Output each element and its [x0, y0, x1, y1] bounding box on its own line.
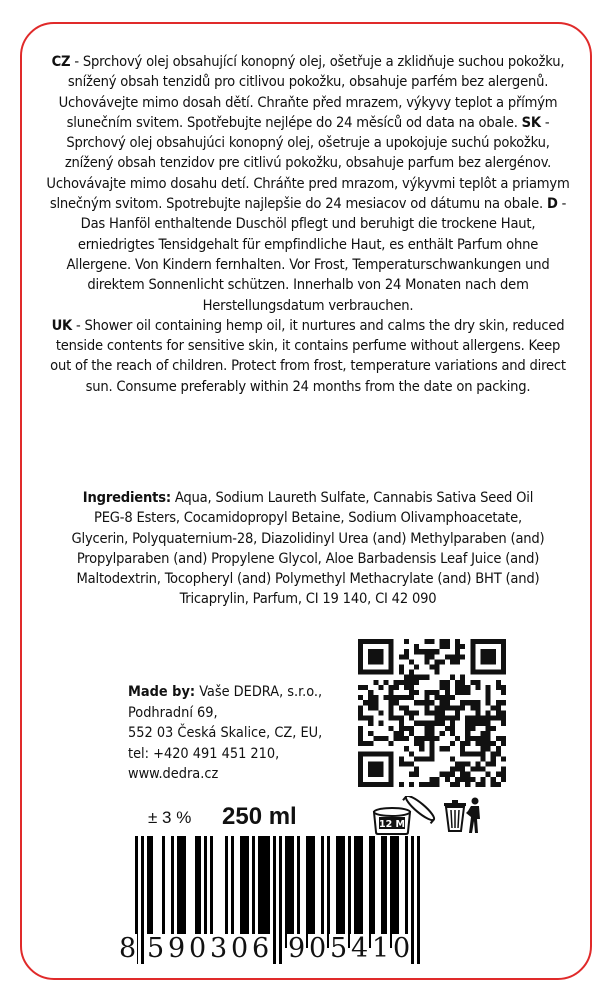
- lang-tag-sk: SK: [521, 113, 541, 131]
- barcode-digit: 3: [210, 933, 228, 964]
- barcode-bar: [171, 836, 174, 948]
- barcode-digit: 4: [351, 933, 369, 964]
- barcode-bar: [147, 836, 150, 948]
- barcode-bar: [267, 836, 270, 948]
- manufacturer-heading: Made by:: [128, 684, 196, 700]
- barcode-digit: 5: [330, 933, 348, 964]
- manufacturer-city: 552 03 Česká Skalice, CZ, EU,: [128, 725, 323, 741]
- manufacturer-name: Vaše DEDRA, s.r.o.,: [195, 684, 323, 700]
- barcode-bar: [210, 836, 213, 948]
- description-d: - Das Hanföl enthaltende Duschöl pflegt und beruhigt die trockene Haut, erniedrigtes Tensidgehalt für empfindliche Haut, es enthält Parfum ohne Allergene. Von Kindern fernhalten. Vor Frost, Temperaturschwankungen und direktem Sonnenlicht schützen. Innerhalb von 24 Monaten nach dem Herstellungsdatum verbrauchen.: [66, 195, 567, 314]
- barcode-bar: [261, 836, 264, 948]
- barcode-bar: [390, 836, 393, 948]
- barcode-bar: [357, 836, 360, 948]
- barcode-bar: [243, 836, 246, 948]
- description-cz: - Sprchový olej obsahující konopný olej, ošetřuje a zklidňuje suchou pokožku, snížený obsah tenzidů pro citlivou pokožku, obsahuje parfém bez alergenů. Uchovávejte mimo dosah dětí. Chraňte před mrazem, výkyvy teplot a přímým slunečním svitem. Spotřebujte nejlépe do 24 měsíců od data na obale.: [58, 53, 565, 131]
- barcode-digit: 5: [147, 933, 165, 964]
- barcode-bar: [288, 836, 291, 948]
- manufacturer-phone: tel: +420 491 451 210,: [128, 745, 280, 762]
- barcode-bar: [285, 836, 288, 948]
- ingredients: [70, 488, 546, 610]
- product-description: [44, 52, 572, 397]
- barcode-bar: [306, 836, 309, 948]
- barcode-bar: [327, 836, 330, 948]
- description-sk: - Sprchový olej obsahujúci konopný olej, ošetruje a upokojuje suchú pokožku, znížený obsah tenzidov pre citlivú pokožku, obsahuje parfum bez alergénov. Uchovávajte mimo dosahu detí. Chráňte pred mrazom, výkyvmi teplôt a priamym slnečným svitom. Spotrebujte najlepšie do 24 mesiacov od dátumu na obale.: [46, 113, 570, 213]
- manufacturer-block: [128, 682, 358, 785]
- pao-label: 12 M: [379, 819, 405, 830]
- barcode-digit: 0: [189, 933, 207, 964]
- barcode-bar: [396, 836, 399, 948]
- recycle-bin-icon: [442, 795, 486, 835]
- barcode-bar: [180, 836, 183, 948]
- barcode-bar: [297, 836, 300, 948]
- barcode-bar: [393, 836, 396, 948]
- barcode-bar: [291, 836, 294, 948]
- barcode-bar: [348, 836, 351, 948]
- barcode-digit: 1: [372, 933, 390, 964]
- barcode-digits: [117, 934, 435, 966]
- barcode-bar: [225, 836, 228, 948]
- barcode-bar: [150, 836, 153, 948]
- barcode-digit: 9: [288, 933, 306, 964]
- barcode-bar: [240, 836, 243, 948]
- qr-code: [358, 639, 506, 787]
- barcode-bar: [204, 836, 207, 948]
- barcode-bar: [162, 836, 165, 948]
- barcode-bar: [372, 836, 375, 948]
- barcode-digit: 9: [168, 933, 186, 964]
- barcode-bar: [354, 836, 357, 948]
- barcode-bar: [198, 836, 201, 948]
- barcode-bar: [246, 836, 249, 948]
- barcode-bar: [312, 836, 315, 948]
- description-uk: - Shower oil containing hemp oil, it nurtures and calms the dry skin, reduced tenside contents for sensitive skin, it contains perfume without allergens. Keep out of the reach of children. Protect from frost, temperature variations and direct sun. Consume preferably within 24 months from the date on packing.: [50, 316, 566, 395]
- barcode-bar: [264, 836, 267, 948]
- barcode-bar: [384, 836, 387, 948]
- barcode-bar: [360, 836, 363, 948]
- barcode-bar: [258, 836, 261, 948]
- lang-tag-uk: UK: [51, 316, 72, 334]
- ingredients-text: Aqua, Sodium Laureth Sulfate, Cannabis Sativa Seed Oil PEG-8 Esters, Cocamidopropyl Betaine, Sodium Olivamphoacetate, Glycerin, Polyquaternium-28, Diazolidinyl Urea (and) Methylparaben (and) Propylparaben (and) Propylene Glycol, Aloe Barbadensis Leaf Juice (and) Maltodextrin, Tocopheryl (and) Polymethyl Methacrylate (and) BHT (and) Tricaprylin, Parfum, CI 19 140, CI 42 090: [71, 489, 545, 608]
- barcode-bar: [183, 836, 186, 948]
- barcode-bar: [369, 836, 372, 948]
- barcode-digit: 8: [119, 933, 137, 964]
- barcode-bar: [231, 836, 234, 948]
- barcode-bar: [405, 836, 408, 948]
- volume-tolerance: ± 3 %: [148, 808, 192, 827]
- ingredients-heading: Ingredients:: [82, 489, 171, 506]
- barcode-bar: [177, 836, 180, 948]
- barcode-bar: [309, 836, 312, 948]
- barcode-digit: 0: [231, 933, 249, 964]
- barcode-bar: [339, 836, 342, 948]
- barcode-bar: [252, 836, 255, 948]
- barcode-digit: 0: [393, 933, 411, 964]
- barcode-bar: [336, 836, 339, 948]
- barcode-digit: 0: [309, 933, 327, 964]
- barcode-digit: 6: [252, 933, 270, 964]
- lang-tag-d: D: [546, 195, 558, 213]
- barcode-bar: [195, 836, 198, 948]
- barcode-bar: [381, 836, 384, 948]
- volume: 250 ml: [222, 803, 297, 830]
- barcode-bar: [342, 836, 345, 948]
- manufacturer-website: www.dedra.cz: [128, 766, 219, 782]
- pao-open-jar-icon: [370, 796, 438, 836]
- manufacturer-street: Podhradní 69,: [128, 704, 218, 721]
- lang-tag-cz: CZ: [51, 53, 71, 70]
- barcode-bar: [321, 836, 324, 948]
